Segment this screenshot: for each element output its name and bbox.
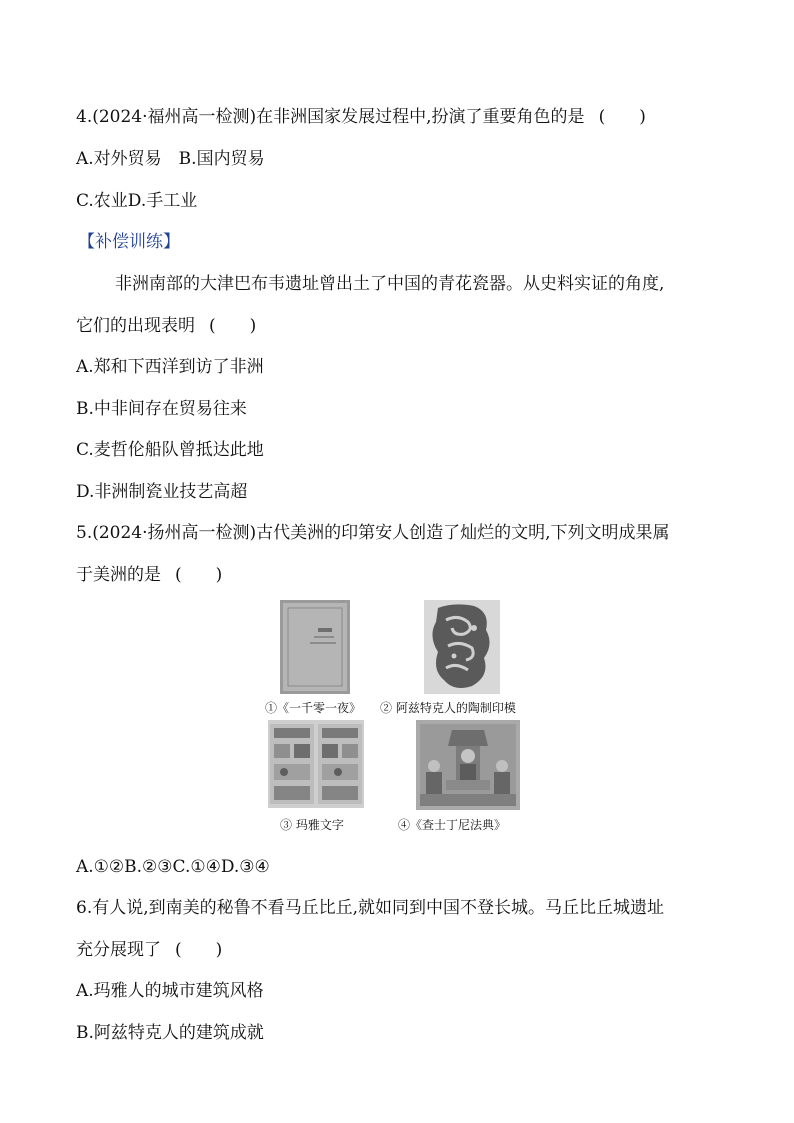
- caption-figure-4: ④《查士丁尼法典》: [398, 818, 507, 832]
- q6-option-a: A.玛雅人的城市建筑风格: [76, 981, 264, 1001]
- caption-figure-1: ①《一千零一夜》: [265, 701, 362, 715]
- q6-stem-line2: 充分展现了 ( ): [76, 940, 223, 960]
- supplement-option-b: B.中非间存在贸易往来: [76, 399, 247, 419]
- supplement-option-a: A.郑和下西洋到访了非洲: [76, 357, 264, 377]
- figure-maya-script: [268, 720, 364, 808]
- figure-justinian-code: [416, 720, 520, 810]
- q5-stem-line2: 于美洲的是 ( ): [76, 565, 223, 585]
- q6-option-b: B.阿兹特克人的建筑成就: [76, 1023, 264, 1043]
- supplement-option-c: C.麦哲伦船队曾抵达此地: [76, 440, 264, 460]
- caption-figure-3: ③ 玛雅文字: [280, 818, 344, 832]
- figure-aztec-clay-stamp: [424, 600, 500, 694]
- q4-options-line1: A.对外贸易 B.国内贸易: [76, 149, 265, 169]
- answer-paren: ( ): [598, 107, 646, 127]
- figure-book-thousand-nights: [280, 600, 350, 694]
- caption-figure-2: ② 阿兹特克人的陶制印模: [380, 701, 516, 715]
- q4-stem: 4.(2024·福州高一检测)在非洲国家发展过程中,扮演了重要角色的是 ( ): [76, 107, 646, 127]
- answer-paren: ( ): [209, 316, 257, 336]
- answer-paren: ( ): [175, 565, 223, 585]
- q5-figure-grid: [262, 600, 552, 840]
- q5-options: A.①②B.②③C.①④D.③④: [76, 857, 270, 877]
- supplement-heading: 【补偿训练】: [78, 232, 180, 252]
- supplement-stem-line1: 非洲南部的大津巴布韦遗址曾出土了中国的青花瓷器。从史料实证的角度,: [115, 274, 665, 294]
- supplement-option-d: D.非洲制瓷业技艺高超: [76, 482, 248, 502]
- q6-stem-line1: 6.有人说,到南美的秘鲁不看马丘比丘,就如同到中国不登长城。马丘比丘城遗址: [76, 898, 665, 918]
- q5-stem-line1: 5.(2024·扬州高一检测)古代美洲的印第安人创造了灿烂的文明,下列文明成果属: [76, 523, 670, 543]
- answer-paren: ( ): [175, 940, 223, 960]
- q4-options-line2: C.农业D.手工业: [76, 191, 198, 211]
- supplement-stem-line2: 它们的出现表明 ( ): [76, 316, 257, 336]
